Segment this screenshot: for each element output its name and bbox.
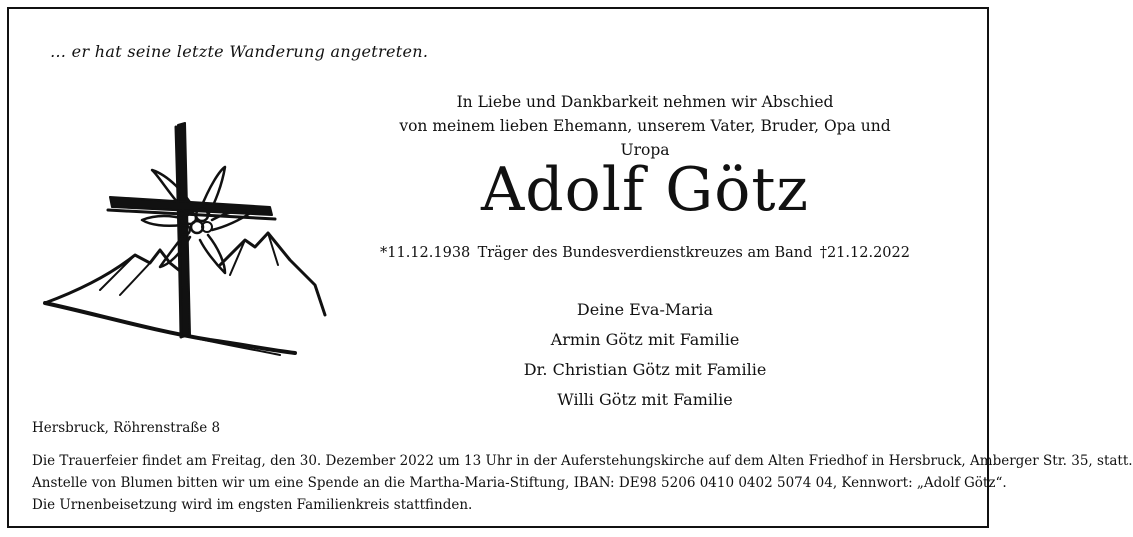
mourner-item: Dr. Christian Götz mit Familie — [523, 360, 767, 379]
cross-edelweiss-mountains-icon — [40, 115, 335, 365]
note-line: Die Urnenbeisetzung wird im engsten Familienkreis stattfinden. — [32, 497, 473, 513]
note-line: Anstelle von Blumen bitten wir um eine Spende an die Martha-Maria-Stiftung, IBAN: DE98 5206 0410 0402 5074 04, Kennwort: „Adolf Götz“. — [32, 475, 1007, 491]
motto-line: … er hat seine letzte Wanderung angetreten. — [50, 42, 429, 61]
note-line: Die Trauerfeier findet am Freitag, den 30. Dezember 2022 um 13 Uhr in der Auferstehungskirche auf dem Alten Friedhof in Hersbruck, Amberger Str. 35, statt. — [32, 453, 1133, 469]
mourner-item: Armin Götz mit Familie — [550, 330, 740, 349]
death-date: †21.12.2022 — [819, 245, 910, 261]
intro-line: von meinem lieben Ehemann, unserem Vater, Bruder, Opa und Uropa — [399, 117, 891, 159]
mourner-item: Willi Götz mit Familie — [557, 390, 733, 409]
intro-line: In Liebe und Dankbarkeit nehmen wir Abschied — [456, 93, 834, 111]
dates-line — [380, 245, 910, 261]
funeral-notes — [32, 450, 1133, 516]
deceased-name: Adolf Götz — [480, 155, 810, 225]
address-line: Hersbruck, Röhrenstraße 8 — [32, 420, 221, 436]
mourner-item: Deine Eva-Maria — [576, 300, 714, 319]
honor-text: Träger des Bundesverdienstkreuzes am Band — [477, 245, 813, 261]
birth-date: *11.12.1938 — [380, 245, 471, 261]
mourners-list — [480, 295, 810, 415]
